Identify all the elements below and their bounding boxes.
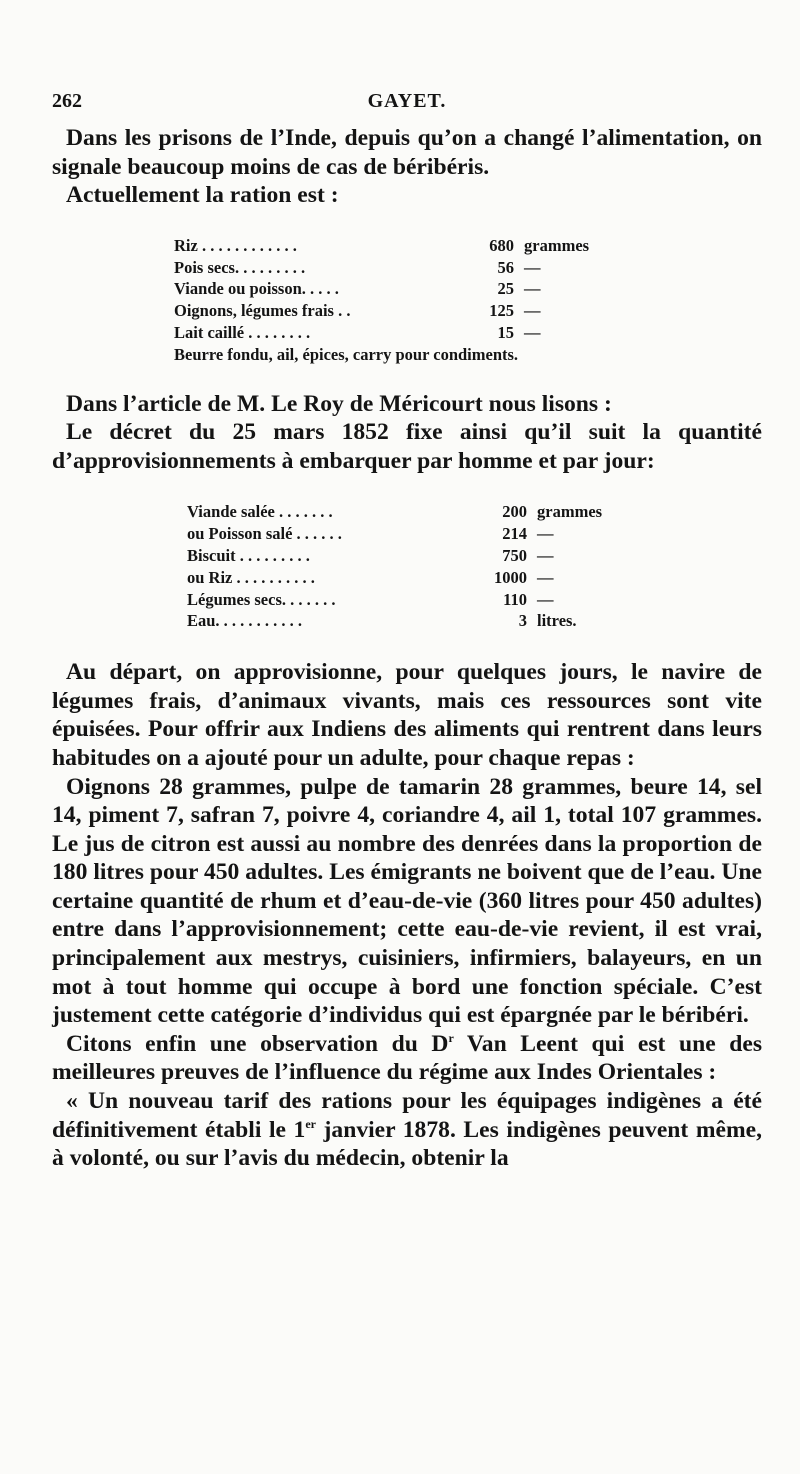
table-row: ou Riz . . . . . . . . . . 1000 —: [187, 567, 554, 587]
running-title: GAYET.: [367, 90, 447, 112]
table-row: Riz . . . . . . . . . . . . 680 grammes: [174, 235, 590, 255]
book-page: [52, 90, 762, 1173]
paragraph-1: Dans les prisons de l’Inde, depuis qu’on a changé l’alimentation, on signale beaucoup moins de cas de béribéris.: [52, 125, 762, 180]
table-row: Viande ou poisson. . . . . 25 —: [174, 279, 541, 299]
ration-table: [174, 235, 762, 366]
table-row: Viande salée . . . . . . . 200 grammes: [187, 502, 603, 522]
table-row: Pois secs. . . . . . . . . 56 —: [174, 257, 541, 277]
table-row: Légumes secs. . . . . . . 110 —: [187, 589, 554, 609]
page-number: 262: [52, 90, 82, 112]
table-row: ou Poisson salé . . . . . . 214 —: [187, 524, 554, 544]
paragraph-2: Actuellement la ration est :: [66, 182, 339, 209]
paragraph-7: Citons enfin une observation du $D^r$ Van Leent qui est une des meilleures preuves de l’influence du régime aux Indes Orientales :: [52, 1030, 763, 1086]
paragraph-8: « Un nouveau tarif des rations pour les équipages indigènes a été définitivement établi le 1er janvier 1878. Les indigènes peuvent même, à volonté, ou sur l’avis du médecin, obtenir la: [52, 1088, 762, 1172]
paragraph-5: Au départ, on approvisionne, pour quelques jours, le navire de légumes frais, d’animaux vivants, mais ces ressources sont vite épuisées. Pour offrir aux Indiens des aliments qui rentrent dans leurs habitudes on a ajouté pour un adulte, pour chaque repas :: [52, 659, 762, 771]
page-header: [52, 90, 762, 124]
paragraph-4: Le décret du 25 mars 1852 fixe ainsi qu’il suit la quantité d’approvisionnements à embarquer par homme et par jour:: [52, 419, 762, 474]
paragraph-3: Dans l’article de M. Le Roy de Méricourt nous lisons :: [66, 390, 612, 417]
table-row: Eau. . . . . . . . . . . 3 litres.: [187, 611, 577, 631]
paragraph-6: Oignons 28 grammes, pulpe de tamarin 28 grammes, beure 14, sel 14, piment 7, safran 7, poivre 4, coriandre 4, ail 1, total 107 grammes. Le jus de citron est aussi au nombre des denrées dans la proportion de 180 litres pour 450 adultes. Les émigrants ne boivent que de l’eau. Une certaine quantité de rhum et d’eau-de-vie (360 litres pour 450 adultes) entre dans l’approvisionnement; cette eau-de-vie revient, il est vrai, principalement aux mestrys, cuisiniers, infirmiers, balayeurs, en un mot à tout homme qui occupe à bord une fonction spéciale. C’est justement cette catégorie d’individus qui est épargnée par le béribéri.: [52, 773, 762, 1029]
provisions-table: [187, 501, 762, 632]
table-row: Biscuit . . . . . . . . . 750 —: [187, 545, 554, 565]
table-note: Beurre fondu, ail, épices, carry pour condiments.: [174, 344, 519, 364]
table-row: Lait caillé . . . . . . . . 15 —: [174, 322, 541, 342]
table-row: Oignons, légumes frais . . 125 —: [174, 301, 541, 321]
